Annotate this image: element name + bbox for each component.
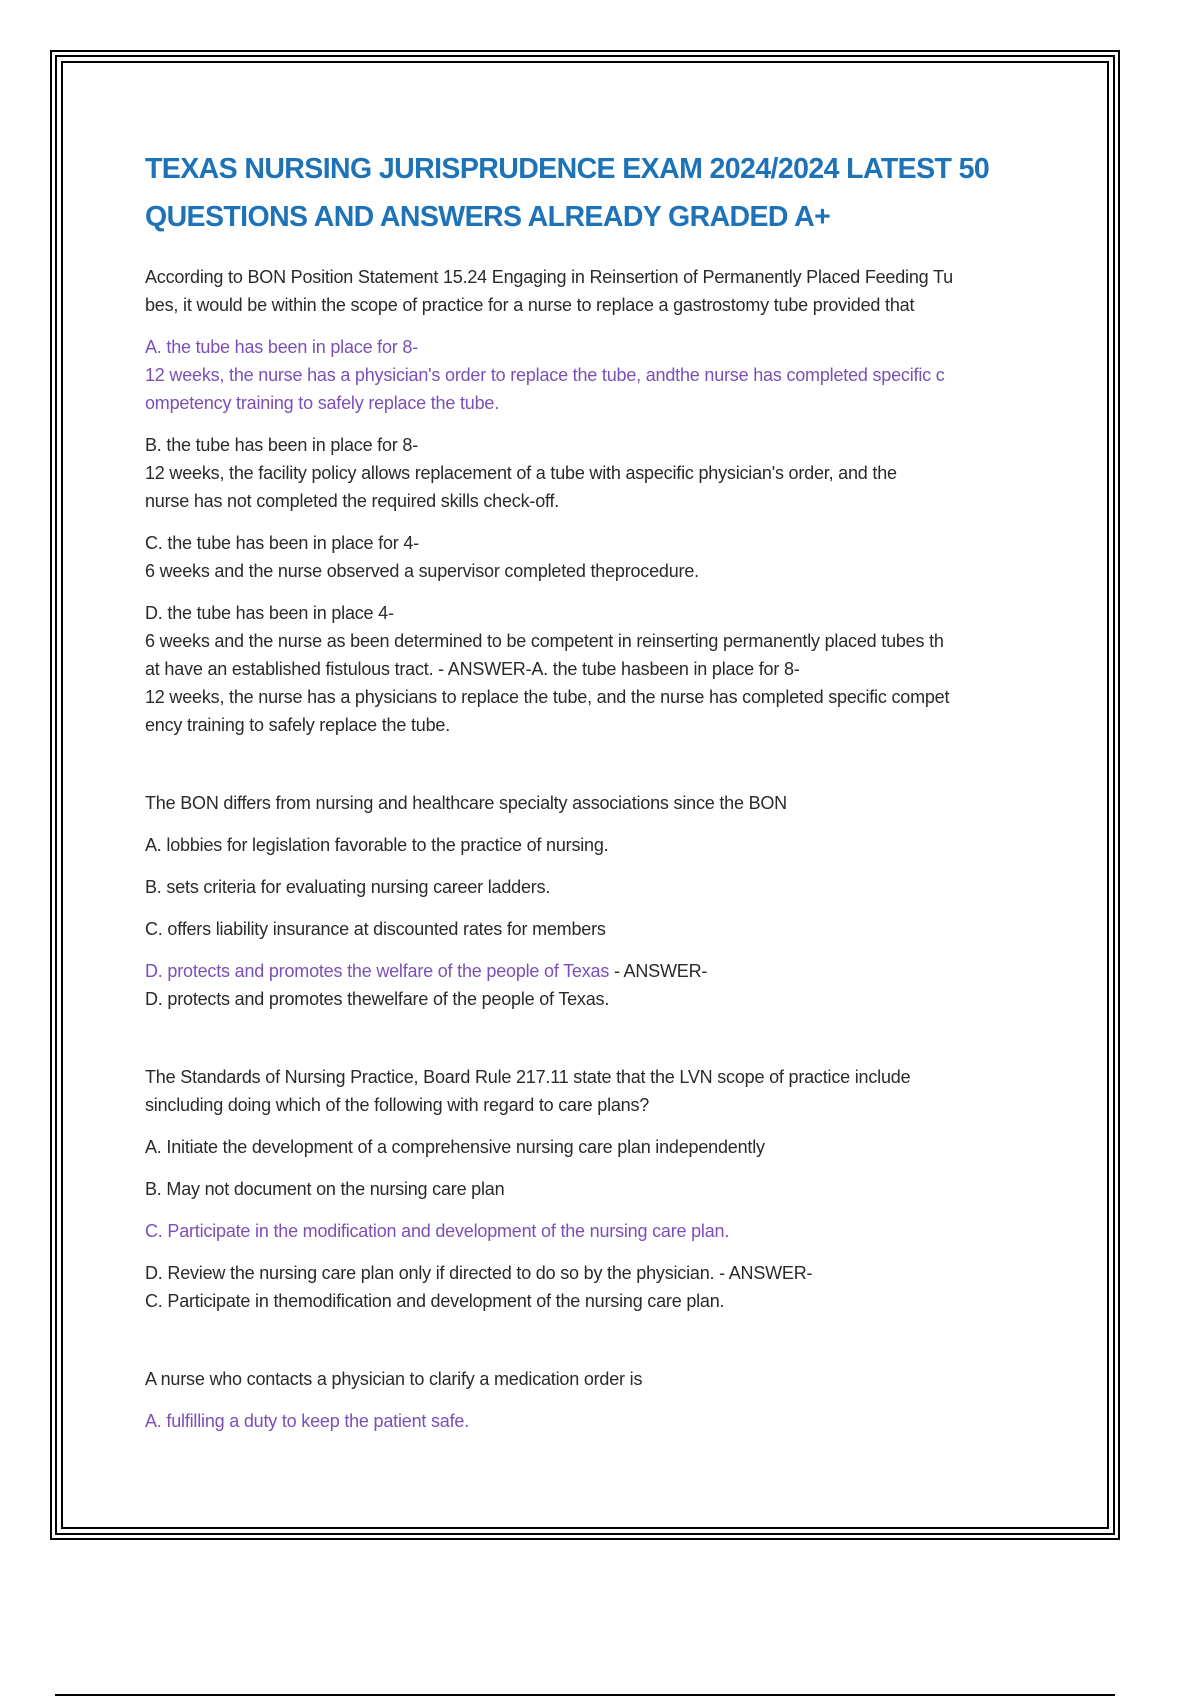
option-a-highlighted: A. the tube has been in place for 8- 12 weeks, the nurse has a physician's order to replace the tube, andthe nurse has completed specific c ompetency training to safely replace the tube. <box>145 337 945 413</box>
option-b: B. sets criteria for evaluating nursing career ladders. <box>145 877 551 897</box>
option-c: C. the tube has been in place for 4- 6 weeks and the nurse observed a supervisor completed theprocedure. <box>145 533 699 581</box>
question-stem: The Standards of Nursing Practice, Board Rule 217.11 state that the LVN scope of practice include sincluding doing which of the following with regard to care plans? <box>145 1067 911 1115</box>
option-b: B. May not document on the nursing care plan <box>145 1179 505 1199</box>
option-c: C. offers liability insurance at discounted rates for members <box>145 919 606 939</box>
option-b: B. the tube has been in place for 8- 12 weeks, the facility policy allows replacement of a tube with aspecific physician's order, and the nurse has not completed the required skills check-off. <box>145 435 897 511</box>
option-c-highlighted: C. Participate in the modification and development of the nursing care plan. <box>145 1221 730 1241</box>
footer-divider <box>55 1694 1115 1696</box>
question-stem: The BON differs from nursing and healthcare specialty associations since the BON <box>145 793 787 813</box>
option-d-with-answer: D. the tube has been in place 4- 6 weeks and the nurse as been determined to be competent in reinserting permanently placed tubes th at have an established fistulous tract. - ANSWER-A. the tube hasbeen in place for 8- 12 weeks, the nurse has a physicians to replace the tube, and the nurse has completed specific compet ency training to safely replace the tube. <box>145 603 950 735</box>
option-d-with-answer <box>145 957 1085 1013</box>
question-stem: A nurse who contacts a physician to clarify a medication order is <box>145 1369 643 1389</box>
option-d-with-answer: D. Review the nursing care plan only if directed to do so by the physician. - ANSWER- C. Participate in themodification and development of the nursing care plan. <box>145 1263 813 1311</box>
document-body <box>145 145 1085 1485</box>
option-d-highlighted: D. protects and promotes the welfare of the people of Texas <box>145 961 610 981</box>
option-a: A. lobbies for legislation favorable to the practice of nursing. <box>145 835 609 855</box>
question-1 <box>145 263 1085 739</box>
question-4 <box>145 1365 1085 1435</box>
question-stem: According to BON Position Statement 15.24 Engaging in Reinsertion of Permanently Placed Feeding Tu bes, it would be within the scope of practice for a nurse to replace a gastrostomy tube provided that <box>145 267 953 315</box>
option-a: A. Initiate the development of a comprehensive nursing care plan independently <box>145 1137 765 1157</box>
answer-text: - ANSWER- D. protects and promotes thewelfare of the people of Texas. <box>145 961 708 1009</box>
option-a-highlighted: A. fulfilling a duty to keep the patient safe. <box>145 1411 470 1431</box>
document-title: TEXAS NURSING JURISPRUDENCE EXAM 2024/2024 LATEST 50 QUESTIONS AND ANSWERS ALREADY GRADED A+ <box>145 153 990 233</box>
question-3 <box>145 1063 1085 1315</box>
question-2 <box>145 789 1085 1013</box>
